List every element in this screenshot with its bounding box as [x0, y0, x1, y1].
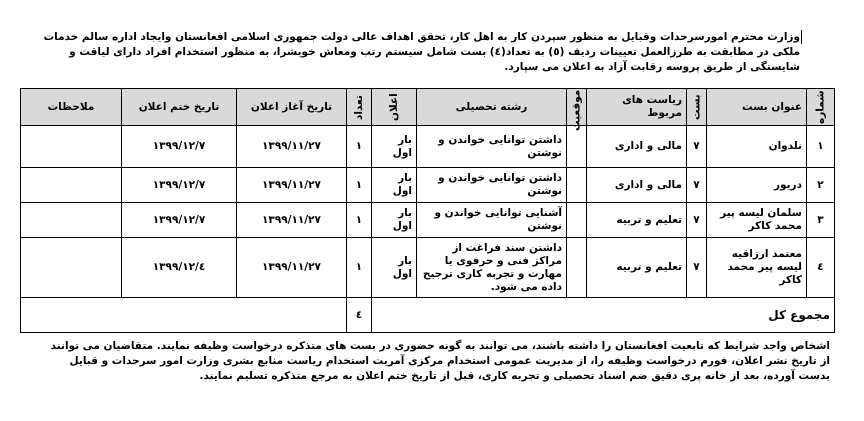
header-end-date: تاریخ ختم اعلان [122, 89, 237, 126]
row-location [567, 168, 587, 203]
row-title: معتمد ارزاقیه لیسه پیر محمد کاکر [707, 238, 807, 298]
header-directorate: ریاست های مربوط [587, 89, 687, 126]
row-round: بار اول [372, 168, 417, 203]
row-number: ١ [807, 126, 835, 168]
row-grade: ٧ [687, 203, 707, 238]
row-directorate: تعلیم و تربیه [587, 238, 687, 298]
row-count: ١ [347, 203, 372, 238]
row-start-date: ١٣٩٩/١١/٢٧ [237, 168, 347, 203]
row-round: بار اول [372, 238, 417, 298]
row-notes [21, 238, 122, 298]
row-notes [21, 203, 122, 238]
table-header-row [21, 89, 835, 126]
row-title: نلدوان [707, 126, 807, 168]
intro-paragraph: وزارت محترم امورسرحدات وقبایل به منظور سپردن کار به اهل کار، تحقق اهداف عالی دولت جمهوری اسلامی افغانستان وایجاد اداره سالم خدمات ملکی در مطابقت به طرزالعمل تعیینات ردیف (٥) به تعداد(٤) بست شامل سیستم رتب ومعاش خویشرا، به منظور استخدام افراد دارای لیاقت و شایستگی از طریق پروسه رقابت آزاد به اعلان می سپارد. [43, 31, 800, 73]
footer-paragraph: اشخاص واجد شرایط که تابعیت افغانستان را داشته باشند، می توانند به گونه حضوری در بست های متذکره درخواست وظیفه نمایند. متقاضیان می توانند از تاریخ نشر اعلان، فورم درخواست وظیفه را، از مدیریت عمومی استخدام مرکزی آمریت استخدام ریاست منابع بشری وزارت امور سرحدات و قبایل بدست آورده، بعد از خانه پری دقیق ضم اسناد تحصیلی و تجربه کاری، قبل از تاریخ ختم اعلان به مرجع متذکره تسلیم نمایند. [50, 340, 830, 382]
row-grade: ٧ [687, 168, 707, 203]
header-grade: بست [687, 89, 707, 126]
row-directorate: مالی و اداری [587, 168, 687, 203]
row-start-date: ١٣٩٩/١١/٢٧ [237, 203, 347, 238]
row-end-date: ١٣٩٩/١٢/٧ [122, 203, 237, 238]
table-row [21, 238, 835, 298]
row-number: ٤ [807, 238, 835, 298]
row-title: دریور [707, 168, 807, 203]
header-start-date: تاریخ آغاز اعلان [237, 89, 347, 126]
header-number: شماره [807, 89, 835, 126]
row-round: بار اول [372, 203, 417, 238]
total-count: ٤ [347, 298, 372, 333]
row-start-date: ١٣٩٩/١١/٢٧ [237, 126, 347, 168]
row-education: داشتن سند فراغت از مراکز فنی و حرفوی یا مهارت و تجربه کاری ترجیح داده می شود. [417, 238, 567, 298]
total-row [21, 298, 835, 333]
job-announcement-table [20, 88, 835, 333]
row-education: آشنایی توانایی خواندن و نوشتن [417, 203, 567, 238]
row-location [567, 126, 587, 168]
header-location: موقعیت [567, 89, 587, 126]
total-empty [21, 298, 347, 333]
row-count: ١ [347, 168, 372, 203]
row-count: ١ [347, 238, 372, 298]
row-round: بار اول [372, 126, 417, 168]
row-number: ٣ [807, 203, 835, 238]
row-directorate: مالی و اداری [587, 126, 687, 168]
row-grade: ٧ [687, 238, 707, 298]
table-row [21, 168, 835, 203]
header-title: عنوان بست [707, 89, 807, 126]
row-number: ٢ [807, 168, 835, 203]
header-count: تعداد [347, 89, 372, 126]
total-label: مجموع کل [372, 298, 835, 333]
row-title: سلمان لیسه پیر محمد کاکر [707, 203, 807, 238]
row-count: ١ [347, 126, 372, 168]
row-end-date: ١٣٩٩/١٢/٧ [122, 126, 237, 168]
header-round: اعلان [372, 89, 417, 126]
row-grade: ٧ [687, 126, 707, 168]
row-education: داشتن توانایی خواندن و نوشتن [417, 168, 567, 203]
text-cursor [801, 30, 802, 44]
row-directorate: تعلیم و تربیه [587, 203, 687, 238]
table-row [21, 126, 835, 168]
row-notes [21, 126, 122, 168]
row-education: داشتن توانایی خواندن و نوشتن [417, 126, 567, 168]
row-notes [21, 168, 122, 203]
row-start-date: ١٣٩٩/١١/٢٧ [237, 238, 347, 298]
row-location [567, 238, 587, 298]
row-location [567, 203, 587, 238]
header-education: رشته تحصیلی [417, 89, 567, 126]
header-notes: ملاحظات [21, 89, 122, 126]
table-row [21, 203, 835, 238]
row-end-date: ١٣٩٩/١٢/٧ [122, 168, 237, 203]
row-end-date: ١٣٩٩/١٢/٤ [122, 238, 237, 298]
